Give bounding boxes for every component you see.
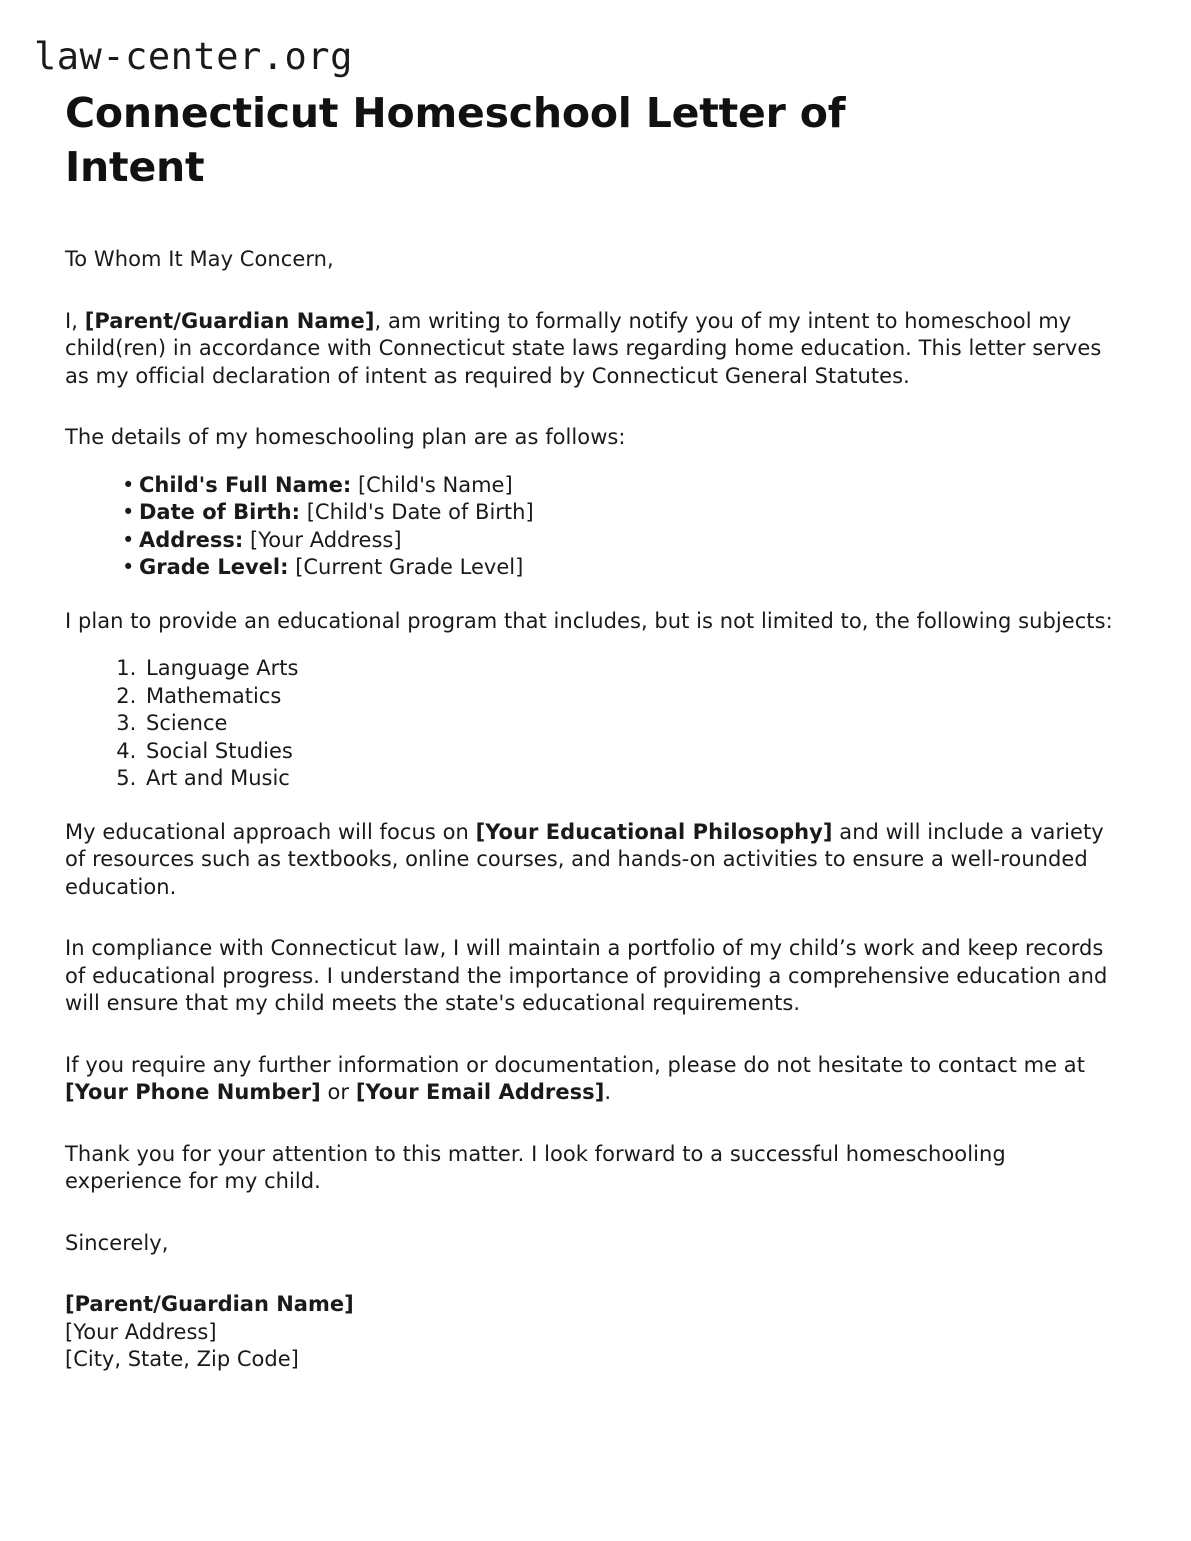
email-placeholder: [Your Email Address] <box>355 1080 605 1104</box>
approach-paragraph <box>65 819 1122 902</box>
list-item: 5. Art and Music <box>143 765 1122 793</box>
list-item <box>122 554 1122 582</box>
spacer <box>65 901 1122 935</box>
spacer <box>65 1018 1122 1052</box>
spacer <box>65 390 1122 424</box>
contact-conjunction: or <box>320 1080 356 1104</box>
intro-paragraph <box>65 308 1122 391</box>
site-brand-watermark: law-center.org <box>34 35 353 78</box>
approach-rest: and will include a variety of resources such as textbooks, online courses, and hands-on activities to ensure a well-rounded education. <box>65 819 1104 899</box>
spacer <box>65 635 1122 655</box>
list-item <box>122 499 1122 527</box>
spacer <box>65 793 1122 819</box>
list-item: 4. Social Studies <box>143 738 1122 766</box>
detail-value: [Current Grade Level] <box>295 555 524 579</box>
detail-value: [Your Address] <box>250 527 402 552</box>
detail-label: Child's Full Name: <box>139 472 352 497</box>
detail-label: Address: <box>139 527 244 552</box>
spacer <box>65 582 1122 608</box>
philosophy-placeholder: [Your Educational Philosophy] <box>475 819 833 844</box>
letter-body <box>65 86 1122 1374</box>
spacer <box>65 1196 1122 1230</box>
list-item: 3. Science <box>143 710 1122 738</box>
intro-lead: I, <box>65 308 85 333</box>
list-item <box>122 527 1122 555</box>
contact-rest: . <box>604 1080 612 1104</box>
compliance-paragraph: In compliance with Connecticut law, I will maintain a portfolio of my child’s work and keep records of educational progress. I understand the importance of providing a comprehensive education and will ensure that my child meets the state's educational requirements. <box>65 936 1108 1015</box>
contact-paragraph <box>65 1052 1122 1107</box>
spacer <box>65 1257 1122 1291</box>
detail-label: Grade Level: <box>139 555 289 579</box>
signature-city-state-zip: [City, State, Zip Code] <box>65 1347 299 1371</box>
detail-label: Date of Birth: <box>139 500 301 524</box>
contact-lead: If you require any further information or documentation, please do not hesitate to contact me at <box>65 1052 1085 1077</box>
closing-thanks: Thank you for your attention to this matter. I look forward to a successful homeschooling experience for my child. <box>65 1141 1006 1193</box>
signature-block <box>65 1291 1122 1374</box>
intro-rest: , am writing to formally notify you of my intent to homeschool my child(ren) in accordance with Connecticut state laws regarding home education. This letter serves as my official declaration of intent as required by Connecticut General Statutes. <box>65 308 1102 388</box>
signature-name <box>65 1291 1122 1319</box>
signature-name-text: [Parent/Guardian Name] <box>65 1292 354 1316</box>
sign-off: Sincerely, <box>65 1230 169 1255</box>
subjects-intro: I plan to provide an educational program that includes, but is not limited to, the following subjects: <box>65 608 1113 633</box>
detail-value: [Child's Date of Birth] <box>306 500 534 524</box>
parent-name-placeholder: [Parent/Guardian Name] <box>84 308 375 333</box>
list-item: 2. Mathematics <box>143 683 1122 711</box>
spacer <box>65 452 1122 472</box>
child-details-list <box>65 472 1122 582</box>
signature-address: [Your Address] <box>65 1319 217 1344</box>
subjects-list <box>65 655 1122 793</box>
page-title: Connecticut Homeschool Letter of Intent <box>65 89 846 191</box>
spacer <box>65 1107 1122 1141</box>
spacer-after-title <box>65 194 1122 246</box>
spacer <box>65 274 1122 308</box>
phone-placeholder: [Your Phone Number] <box>65 1080 321 1104</box>
approach-lead: My educational approach will focus on <box>65 819 476 844</box>
detail-value: [Child's Name] <box>357 472 513 497</box>
list-item: 1. Language Arts <box>143 655 1122 683</box>
list-item <box>122 472 1122 500</box>
details-intro: The details of my homeschooling plan are as follows: <box>65 425 626 449</box>
salutation: To Whom It May Concern, <box>65 247 334 271</box>
